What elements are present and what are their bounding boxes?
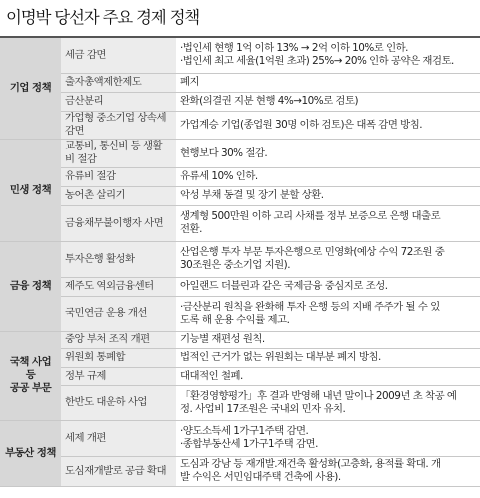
policy-description (176, 241, 480, 277)
policy-item (61, 139, 176, 167)
policy-row (0, 139, 480, 167)
policy-description-line: 악성 부채 동결 및 장기 분할 상환. (180, 189, 324, 201)
policy-item-line: 세금 감면 (65, 48, 106, 61)
policy-item (61, 111, 176, 139)
policy-row (0, 420, 480, 456)
policy-row (0, 167, 480, 186)
policy-description (176, 37, 480, 73)
policy-item-line: 교통비, 통신비 등 생활 (65, 140, 163, 152)
policy-description (176, 92, 480, 111)
policy-row (0, 385, 480, 420)
policy-item-line: 정부 규제 (65, 369, 106, 382)
policy-item (61, 241, 176, 277)
policy-item (61, 205, 176, 241)
policy-row (0, 241, 480, 277)
policy-description (176, 367, 480, 385)
policy-item-line: 중앙 부처 조직 개편 (65, 333, 150, 345)
category-label: 국책 사업 등 공공 부문 (0, 331, 61, 420)
category-label: 부동산 정책 (0, 420, 61, 486)
policy-description-line: 30조원은 중소기업 지원). (180, 259, 291, 271)
policy-description-line: 법적인 근거가 없는 위원회는 대부분 폐지 방침. (180, 351, 381, 363)
policy-row (0, 73, 480, 92)
policy-description-line: ·법인세 최고 세율(1억원 초과) 25%→ 20% 인하 공약은 재검토. (180, 55, 454, 68)
category-label: 민생 정책 (0, 139, 61, 241)
policy-row (0, 331, 480, 348)
policy-item (61, 331, 176, 348)
policy-description-line: 대대적인 철폐. (180, 369, 243, 382)
policy-item (61, 420, 176, 456)
policy-description (176, 167, 480, 186)
policy-item (61, 186, 176, 205)
policy-description-line: ·종합부동산세 1가구1주택 감면. (180, 438, 318, 450)
policy-item (61, 348, 176, 367)
policy-description (176, 186, 480, 205)
policy-description-line: 현행보다 30% 절감. (180, 146, 268, 159)
policy-item (61, 73, 176, 92)
policy-description (176, 73, 480, 92)
policy-item-line: 한반도 대운하 사업 (65, 396, 147, 408)
category-label: 기업 정책 (0, 37, 61, 139)
policy-item (61, 37, 176, 73)
policy-description-line: 폐지 (180, 76, 200, 88)
policy-item (61, 167, 176, 186)
policy-item (61, 367, 176, 385)
policy-item-line: 비 절감 (65, 153, 97, 165)
policy-row (0, 348, 480, 367)
policy-description (176, 205, 480, 241)
policy-description-line: 기능별 재편성 원칙. (180, 333, 265, 345)
policy-row (0, 111, 480, 139)
policy-description (176, 277, 480, 296)
policy-description (176, 456, 480, 486)
policy-description-line: 가업계승 기업(종업원 30명 이하 검토)은 대폭 감면 방침. (180, 118, 423, 131)
policy-description-line: 생계형 500만원 이하 고리 사채를 정부 보증으로 은행 대출로 (180, 210, 441, 222)
policy-item-line: 출자총액제한제도 (65, 76, 142, 88)
policy-description-line: 도록 해 운용 수익률 제고. (180, 313, 290, 326)
policy-row (0, 367, 480, 385)
policy-description (176, 331, 480, 348)
policy-item-line: 유류비 절감 (65, 170, 116, 182)
policy-description-line: 발 수익은 서민임대주택 건축에 사용). (180, 471, 341, 483)
policy-item-line: 감면 (65, 125, 85, 137)
policy-description (176, 348, 480, 367)
policy-description (176, 111, 480, 139)
policy-item (61, 277, 176, 296)
category-label: 금융 정책 (0, 241, 61, 331)
policy-item-line: 금융채무불이행자 사면 (65, 216, 164, 229)
policy-row (0, 37, 480, 73)
policy-description-line: 「환경영향평가」후 결과 반영해 내년 말이나 2009년 초 착공 예 (180, 389, 457, 402)
policy-row (0, 277, 480, 296)
policy-row (0, 205, 480, 241)
policy-description-line: 도심과 강남 등 재개발.재건축 활성화(고층화, 용적률 확대. 개 (180, 458, 441, 470)
policy-description-line: 완화(의결권 지분 현행 4%→10%로 검토) (180, 95, 359, 107)
policy-description (176, 420, 480, 456)
policy-description-line: ·법인세 현행 1억 이하 13% → 2억 이하 10%로 인하. (180, 42, 408, 55)
policy-item-line: 투자은행 활성화 (65, 252, 135, 265)
policy-description-line: 정. 사업비 17조원은 국내외 민자 유치. (180, 402, 346, 415)
policy-item-line: 금산분리 (65, 95, 104, 107)
policy-item-line: 위원회 통폐합 (65, 351, 126, 363)
policy-item-line: 제주도 역외금융센터 (65, 280, 154, 292)
policy-item-line: 국민연금 운용 개선 (65, 307, 147, 319)
policy-description-line: 전환. (180, 223, 202, 235)
policy-item (61, 456, 176, 486)
policy-description (176, 385, 480, 420)
policy-row (0, 296, 480, 331)
policy-row (0, 456, 480, 486)
policy-description-line: 아일랜드 더블린과 같은 국제금융 중심지로 조성. (180, 280, 388, 292)
policy-row (0, 186, 480, 205)
policy-description (176, 139, 480, 167)
policy-description (176, 296, 480, 331)
policy-item-line: 도심재개발로 공급 확대 (65, 464, 166, 477)
policy-item (61, 92, 176, 111)
policy-item-line: 가업형 중소기업 상속세 (65, 112, 166, 124)
policy-item-line: 세제 개편 (65, 431, 106, 444)
policy-description-line: ·금산분리 원칙을 완화해 투자 은행 등의 지배 주주가 될 수 있 (180, 300, 440, 313)
policy-item-line: 농어촌 살리기 (65, 189, 126, 201)
policy-item (61, 296, 176, 331)
policy-table (0, 36, 480, 487)
policy-item (61, 385, 176, 420)
policy-description-line: 유류세 10% 인하. (180, 170, 258, 182)
page-title: 이명박 당선자 주요 경제 정책 (6, 8, 200, 27)
policy-description-line: ·양도소득세 1가구1주택 감면. (180, 425, 309, 437)
policy-row (0, 92, 480, 111)
policy-description-line: 산업은행 투자 부문 투자은행으로 민영화(예상 수익 72조원 중 (180, 246, 445, 258)
